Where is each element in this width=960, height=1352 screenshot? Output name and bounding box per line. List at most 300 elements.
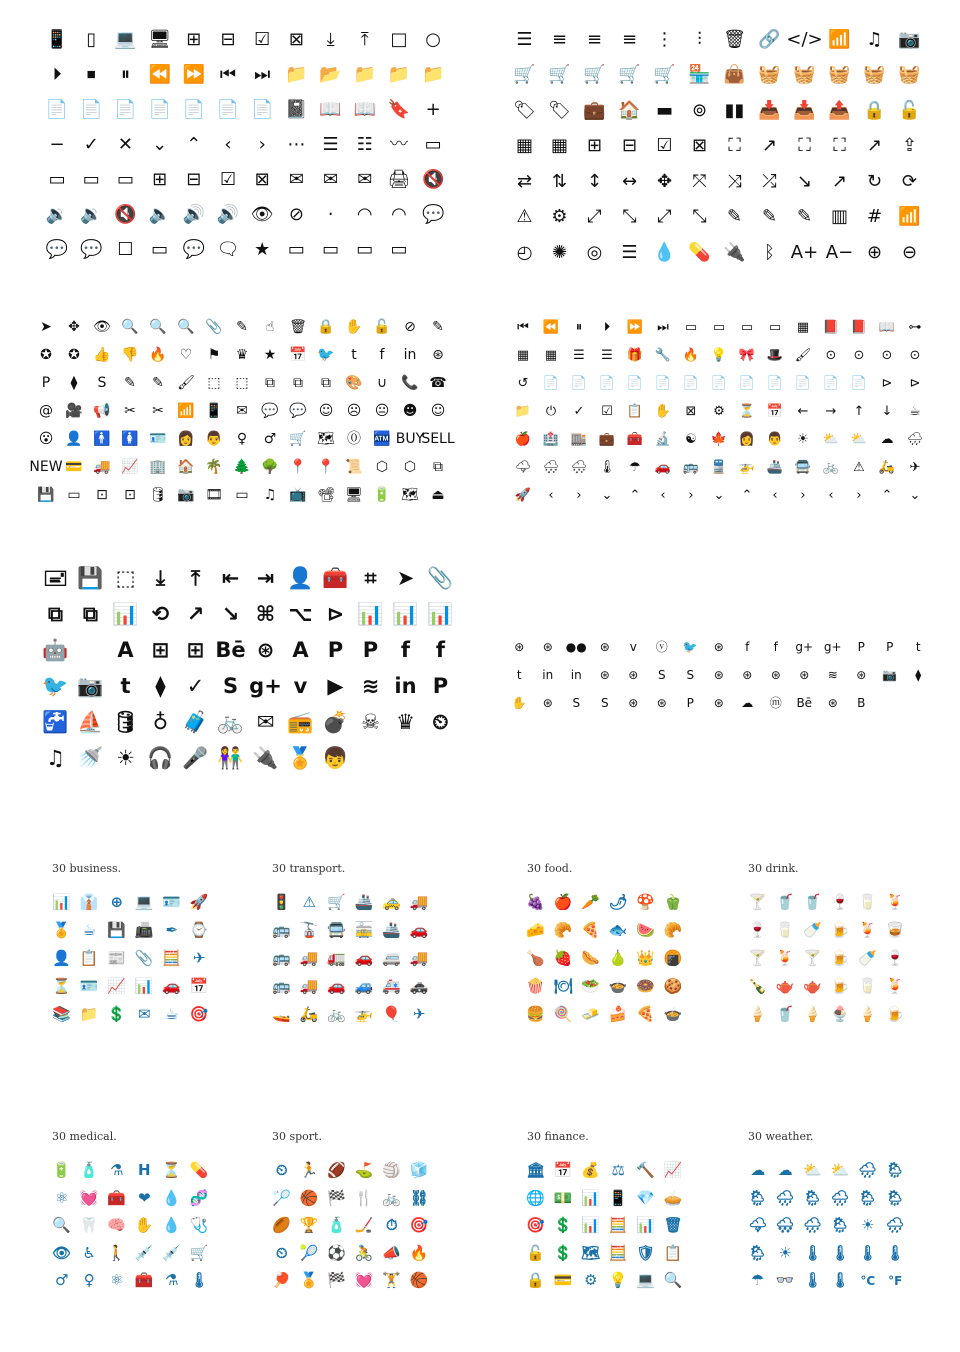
icon-set-e	[38, 560, 458, 785]
icon: ⏮	[517, 319, 529, 335]
icon: ▥	[830, 206, 848, 228]
icon: ⤓	[155, 565, 166, 590]
drink-icon: 🍸	[748, 948, 768, 967]
drink-icon: 🍾	[748, 976, 768, 995]
icon: ⤓	[326, 28, 335, 50]
icon: ⏻	[545, 403, 557, 419]
icon: ▦	[516, 347, 530, 363]
icon: 🌳	[261, 459, 279, 475]
icon: 👎	[121, 347, 139, 363]
icon: ✎	[432, 319, 444, 335]
icon: ⛶	[798, 135, 811, 157]
icon: ⚠	[853, 459, 865, 475]
icon: ★	[254, 238, 271, 260]
icon: 🛒	[618, 64, 641, 86]
icon: 📋	[626, 403, 644, 419]
transport-icon: 🚓	[409, 976, 429, 995]
weather-icon: 🌦	[830, 1216, 850, 1235]
transport-icon: 🚑	[382, 976, 402, 995]
drink-icon: 🍺	[830, 948, 850, 967]
icon: ⊛	[256, 637, 275, 662]
icon: 📁	[285, 63, 308, 85]
icon: 📞	[401, 375, 419, 391]
icon: ⧉	[321, 375, 331, 391]
icon: 🌲	[233, 459, 251, 475]
icon: 📁	[514, 403, 532, 419]
food-icon: 👑	[636, 948, 656, 967]
finance-icon: 🥧	[663, 1188, 683, 1207]
icon: 📄	[542, 375, 560, 391]
drink-icon: 🍹	[885, 976, 905, 995]
icon: ⊡	[96, 487, 108, 503]
transport-icon: 🚌	[272, 920, 292, 939]
icon: f	[400, 637, 411, 662]
icon: S	[222, 673, 239, 698]
transport-icon: 🚢	[354, 892, 374, 911]
icon: t	[915, 640, 921, 654]
icon: 💊	[688, 241, 711, 263]
weather-icon: 🌧	[830, 1188, 850, 1207]
finance-icon: 📅	[553, 1161, 573, 1180]
transport-icon: 🚗	[327, 976, 347, 995]
icon: 🗺	[401, 487, 419, 503]
icon: 🌧	[906, 431, 924, 447]
icon: 🚿	[77, 745, 104, 770]
icon: 🪪	[149, 431, 167, 447]
icon: ⌃	[629, 487, 641, 503]
icon: 📁	[387, 63, 411, 85]
icon: ⌃	[881, 487, 893, 503]
icon: 🧺	[898, 64, 921, 86]
food-icon: 🍩	[636, 976, 656, 995]
icon: ⌃	[186, 133, 202, 155]
icon: ☰	[601, 347, 613, 363]
icon: ⤢	[587, 206, 602, 228]
food-icon: 🍘	[663, 948, 683, 967]
sport-icon: ⛓	[409, 1188, 429, 1207]
icon: ›	[688, 487, 694, 503]
group-grid	[48, 888, 213, 1028]
icon: 👁	[93, 319, 111, 335]
icon: ‹	[224, 133, 232, 155]
drink-icon: 🫖	[775, 976, 795, 995]
icon: 🔒	[863, 99, 886, 121]
food-icon: 🍗	[526, 948, 546, 967]
icon: ▬	[655, 99, 673, 121]
transport-icon: 🚗	[409, 920, 429, 939]
weather-icon: 🌦	[748, 1188, 768, 1207]
icon: ⚙	[713, 403, 725, 419]
food-icon: 🍕	[636, 1004, 656, 1023]
icon: 🤖	[42, 637, 69, 662]
icon: 📽	[317, 487, 335, 503]
icon: 🧰	[322, 565, 349, 590]
icon: ⫶	[697, 28, 702, 50]
medical-icon: 💊	[189, 1161, 209, 1180]
icon: ☠	[361, 709, 380, 734]
icon: ≋	[827, 668, 838, 682]
icon: 🐦	[317, 347, 335, 363]
icon: S	[657, 668, 666, 682]
food-icon: 🍓	[553, 948, 573, 967]
sport-icon: 🧴	[327, 1216, 347, 1235]
icon: 🍎	[514, 431, 532, 447]
icon: ⬚	[207, 375, 221, 391]
icon: 📱	[205, 403, 223, 419]
icon: 📺	[289, 487, 307, 503]
drink-icon: 🍨	[830, 1004, 850, 1023]
icon: 📍	[317, 459, 335, 475]
icon: ✈	[909, 459, 921, 475]
transport-icon: 🚕	[382, 892, 402, 911]
group-grid	[744, 888, 909, 1028]
icon: 🔒	[317, 319, 335, 335]
business-icon: 📅	[189, 976, 209, 995]
icon: ⊞	[152, 168, 168, 190]
icon: 📄	[738, 375, 756, 391]
transport-icon: 🚌	[272, 976, 292, 995]
icon: B	[857, 696, 866, 710]
food-icon: 🍉	[636, 920, 656, 939]
icon: ⊞	[586, 135, 603, 157]
sport-icon: 🏀	[409, 1271, 429, 1290]
icon: ⏩	[626, 319, 644, 335]
icon: ⤒	[360, 28, 369, 50]
icon: ⧉	[83, 601, 98, 626]
icon: 📊	[392, 601, 419, 626]
icon: ▭	[48, 168, 66, 190]
transport-icon: 🚁	[354, 1004, 374, 1023]
icon: 📊	[357, 601, 384, 626]
icon: P	[857, 640, 865, 654]
icon: 📅	[766, 403, 784, 419]
icon: ✋	[345, 319, 363, 335]
icon: f	[773, 640, 778, 654]
food-icon: 🐟	[608, 920, 628, 939]
finance-icon: 💲	[553, 1216, 573, 1235]
business-icon: 🎯	[189, 1004, 209, 1023]
icon: v	[629, 640, 637, 654]
medical-icon: ⚛	[55, 1188, 69, 1207]
icon: 📊	[112, 601, 139, 626]
icon: 🖌	[794, 347, 812, 363]
sport-icon: 🏆	[299, 1216, 319, 1235]
group-title: 30 weather.	[748, 1130, 814, 1143]
icon: ↑	[853, 403, 865, 419]
icon: 📄	[251, 98, 274, 120]
icon: ➤	[40, 319, 52, 335]
icon: 🔈	[148, 203, 171, 225]
icon: ⊛	[599, 640, 610, 654]
icon: S	[686, 668, 695, 682]
icon: ⇤	[221, 565, 240, 590]
medical-icon: 🛒	[189, 1243, 209, 1262]
finance-icon: 🧮	[608, 1243, 628, 1262]
icon: in	[542, 668, 554, 682]
icon: ⊶	[908, 319, 922, 335]
icon: 🔍	[177, 319, 195, 335]
icon: ⊘	[404, 319, 416, 335]
icon: 🏷	[513, 99, 536, 121]
sport-icon: ⏱	[385, 1216, 398, 1235]
icon: 💼	[598, 431, 616, 447]
sport-icon: 🎾	[299, 1243, 319, 1262]
icon: 💡	[710, 347, 728, 363]
icon: ⊛	[542, 696, 553, 710]
weather-icon: 🌦	[885, 1161, 905, 1180]
food-icon: 🍭	[553, 1004, 573, 1023]
icon: ✓	[573, 403, 585, 419]
icon: f	[435, 637, 446, 662]
icon: ⊘	[288, 203, 304, 225]
icon: 🔗	[758, 28, 781, 50]
business-icon: 📚	[52, 1004, 72, 1023]
icon: ✪	[40, 347, 52, 363]
icon: in	[403, 347, 417, 363]
weather-icon: ☁	[777, 1161, 793, 1180]
icon: ↻	[866, 170, 883, 192]
icon: ≡	[551, 28, 568, 50]
business-icon: 📊	[134, 976, 154, 995]
business-icon: 🚀	[189, 892, 209, 911]
medical-icon: 🧬	[189, 1188, 209, 1207]
icon: ☀	[797, 431, 809, 447]
icon: 🏠	[618, 99, 641, 121]
medical-icon: ⚛	[110, 1271, 124, 1290]
icon: ⧫	[915, 668, 922, 682]
icon: ⊛	[628, 696, 639, 710]
icon: ✎	[152, 375, 164, 391]
finance-icon: 📊	[636, 1216, 656, 1235]
food-icon: 🍄	[636, 892, 656, 911]
icon: 📎	[427, 565, 454, 590]
icon: ♁	[152, 709, 169, 734]
weather-icon: 🌡	[858, 1243, 878, 1262]
icon: ⓜ	[769, 696, 782, 710]
icon: ▭	[235, 487, 249, 503]
icon: 📷	[77, 673, 104, 698]
icon: ⊛	[599, 668, 610, 682]
icon: 👩	[177, 431, 195, 447]
icon: 🛵	[878, 459, 896, 475]
icon: ⓪	[347, 431, 361, 447]
business-icon: 🧮	[162, 948, 182, 967]
food-icon: 🧈	[581, 1004, 601, 1023]
icon: +	[425, 98, 441, 120]
icon: ✪	[68, 347, 80, 363]
business-icon: ☕	[165, 1004, 179, 1023]
icon: P	[432, 673, 449, 698]
icon: g+	[249, 673, 282, 698]
icon: 📷	[882, 668, 898, 682]
icon: ⊛	[713, 640, 724, 654]
icon: 😐	[374, 403, 390, 419]
business-icon: 📁	[79, 1004, 99, 1023]
weather-icon: 👓	[775, 1271, 795, 1290]
icon: ✎	[726, 206, 743, 228]
weather-icon: ⛅	[803, 1161, 823, 1180]
transport-icon: ⚠	[302, 892, 316, 911]
icon: 🎁	[626, 347, 644, 363]
icon: 💼	[583, 99, 606, 121]
finance-icon: ⚖	[611, 1161, 625, 1180]
icon: ⬚	[115, 565, 136, 590]
icon: 🏥	[542, 431, 560, 447]
food-icon: 🍕	[581, 920, 601, 939]
group-title: 30 drink.	[748, 862, 799, 875]
icon: 💬	[261, 403, 279, 419]
icon: 🐦	[42, 673, 69, 698]
icon: ⏹	[86, 63, 96, 85]
food-icon: 🧀	[526, 920, 546, 939]
icon: 🗺	[317, 431, 335, 447]
icon: 📱	[45, 28, 69, 50]
medical-icon: 🧰	[107, 1188, 127, 1207]
icon: 🔍	[121, 319, 139, 335]
icon: 🛒	[289, 431, 307, 447]
icon: ▭	[768, 319, 782, 335]
transport-icon: 🚗	[354, 948, 374, 967]
icon: ▭	[424, 133, 442, 155]
icon: ⧫	[70, 375, 78, 391]
weather-icon: 🌡	[885, 1243, 905, 1262]
icon: S	[97, 375, 107, 391]
icon-set-a	[40, 22, 450, 262]
icon: ⬡	[403, 459, 417, 475]
icon: 🔓	[373, 319, 391, 335]
icon: 💾	[37, 487, 55, 503]
sport-icon: ⏲	[275, 1161, 288, 1180]
icon: ●●	[565, 640, 587, 654]
icon: 📄	[570, 375, 588, 391]
icon: ☰	[322, 133, 339, 155]
icon: 🐦	[682, 640, 698, 654]
weather-icon: 🌩	[748, 1216, 768, 1235]
food-icon: 🥕	[581, 892, 601, 911]
icon: 🔌	[723, 241, 746, 263]
drink-icon: 🥤	[775, 892, 795, 911]
icon: ›	[856, 487, 862, 503]
icon: 🏪	[688, 64, 711, 86]
icon: ✉	[236, 403, 248, 419]
icon: 🌴	[205, 459, 223, 475]
icon: 🧰	[626, 431, 644, 447]
icon: g+	[795, 640, 814, 654]
icon: 📄	[182, 98, 206, 120]
icon: ⏭	[254, 63, 271, 85]
weather-icon: 🌦	[885, 1188, 905, 1207]
finance-icon: 💵	[553, 1188, 573, 1207]
icon: ⊠	[288, 28, 304, 50]
icon: ✺	[551, 241, 568, 263]
icon: ⌄	[601, 487, 613, 503]
icon: 📄	[766, 375, 784, 391]
icon: A	[292, 637, 309, 662]
transport-icon: 🛒	[327, 892, 347, 911]
icon: ▦	[544, 347, 558, 363]
icon: 🔌	[252, 745, 279, 770]
finance-icon: 🧮	[608, 1216, 628, 1235]
icon: ⊛	[514, 640, 525, 654]
icon: ⊳	[881, 375, 893, 391]
icon: ▶	[327, 673, 344, 698]
food-icon: 🍪	[663, 976, 683, 995]
icon: ▭	[322, 238, 340, 260]
icon: 🛢	[112, 709, 139, 734]
drink-icon: 🍹	[858, 920, 878, 939]
icon: ☻	[402, 403, 418, 419]
icon: ⌃	[741, 487, 753, 503]
business-icon: 👤	[52, 948, 72, 967]
icon: ☹	[346, 403, 362, 419]
icon: ⊛	[742, 668, 753, 682]
icon: ⛶	[833, 135, 846, 157]
drink-icon: 🍼	[858, 948, 878, 967]
icon: 🏬	[570, 431, 588, 447]
drink-icon: 🍸	[803, 948, 823, 967]
icon: ⇅	[551, 170, 568, 192]
icon: ✉	[323, 168, 339, 190]
icon: ⊛	[656, 696, 667, 710]
weather-icon: 🌧	[858, 1161, 878, 1180]
icon: ⏸	[120, 63, 130, 85]
medical-icon: ✋	[134, 1216, 154, 1235]
icon: 📕	[822, 319, 840, 335]
icon: 🔊	[216, 203, 240, 225]
medical-icon: H	[137, 1161, 151, 1180]
icon: 💳	[65, 459, 83, 475]
icon: 🧺	[793, 64, 816, 86]
icon: ⊞	[186, 637, 205, 662]
finance-icon: 🔒	[526, 1271, 546, 1290]
icon: ↗	[831, 170, 848, 192]
icon: ⏏	[431, 487, 445, 503]
icon: 🔥	[682, 347, 700, 363]
transport-icon: 🚋	[354, 920, 374, 939]
icon: 🖌	[177, 375, 195, 391]
icon: 🗑	[289, 319, 307, 335]
icon: 🛒	[653, 64, 676, 86]
icon: 🚁	[738, 459, 756, 475]
weather-icon: °F	[888, 1273, 903, 1288]
transport-icon: 🛵	[299, 1004, 319, 1023]
weather-icon: ☁	[750, 1161, 766, 1180]
icon: ⏸	[575, 319, 583, 335]
business-icon: 🪪	[162, 892, 182, 911]
icon: ⋯	[287, 133, 306, 155]
drink-icon: 🥃	[885, 920, 905, 939]
food-icon: 🍐	[608, 948, 628, 967]
icon: S	[600, 696, 609, 710]
medical-icon: 🚶	[107, 1243, 127, 1262]
drink-icon: 🥤	[775, 1004, 795, 1023]
icon: ⤧	[692, 170, 707, 192]
icon: ☑	[601, 403, 613, 419]
icon: ◎	[586, 241, 603, 263]
icon: P	[327, 637, 344, 662]
icon: 🔖	[387, 98, 411, 120]
icon: 📖	[353, 98, 376, 120]
icon: ▭	[390, 238, 408, 260]
business-icon: ☕	[82, 920, 96, 939]
icon: ⤡	[692, 206, 707, 228]
icon: ⌗	[364, 565, 377, 590]
icon: ⓥ	[655, 640, 668, 654]
drink-icon: 🍷	[748, 920, 768, 939]
icon: 👫	[217, 745, 244, 770]
icon: ◠	[356, 203, 373, 225]
icon: ✥	[68, 319, 80, 335]
